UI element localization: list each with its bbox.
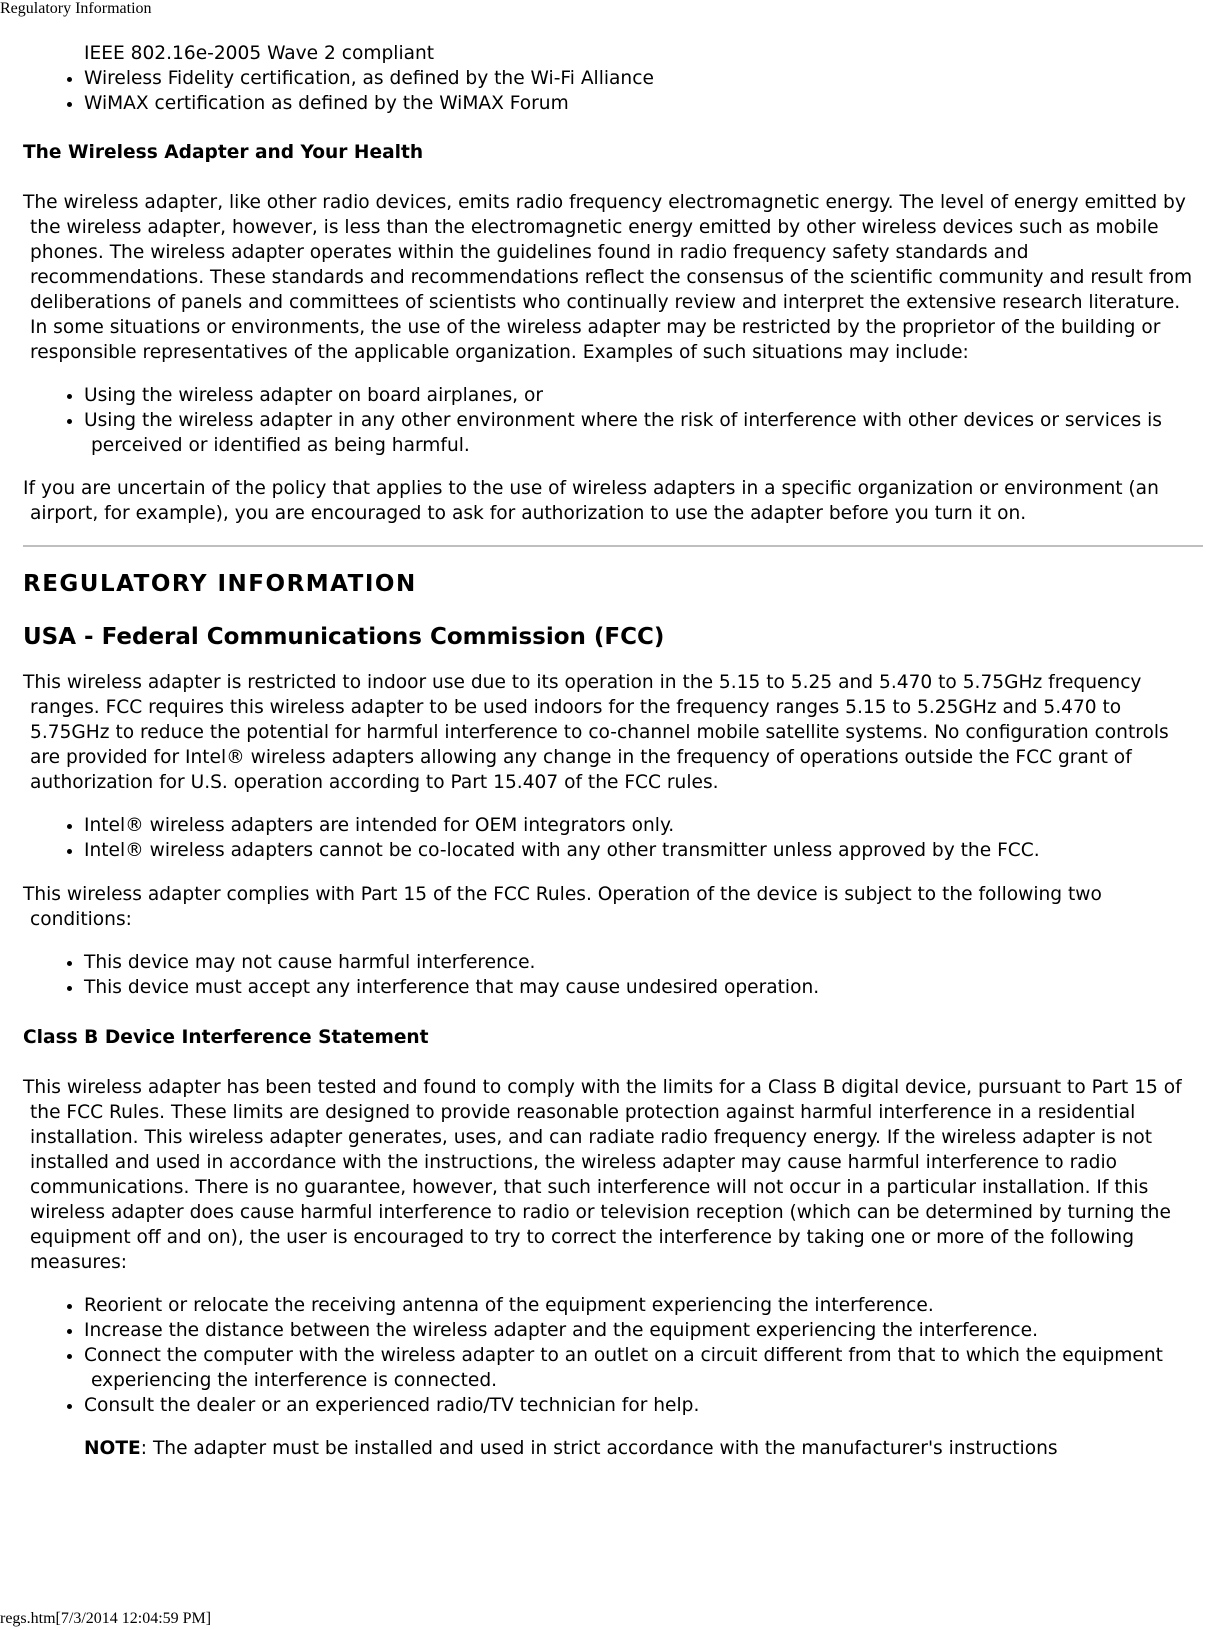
list-item: • Using the wireless adapter in any other environment where the risk of interference with other devices or services is perceived or identified as being harmful. [84,408,1203,458]
list-item: • Consult the dealer or an experienced radio/TV technician for help. [84,1393,1203,1418]
fcc-paragraph: This wireless adapter is restricted to indoor use due to its operation in the 5.15 to 5.25 and 5.470 to 5.75GHz frequency ranges. FCC requires this wireless adapter to be used indoors for the frequency ranges 5.15 to 5.25GHz and 5.470 to 5.75GHz to reduce the potential for harmful interference to co-channel mobile satellite systems. No configuration controls are provided for Intel® wireless adapters allowing any change in the frequency of operations outside the FCC grant of authorization for U.S. operation according to Part 15.407 of the FCC rules. [23,672,1169,793]
classb-heading: Class B Device Interference Statement [23,1027,429,1048]
list-item: • WiMAX certification as defined by the WiMAX Forum [84,91,1203,116]
list-item: • This device may not cause harmful interference. [84,950,1203,975]
measures-list [23,1293,1203,1418]
list-item: • Intel® wireless adapters are intended for OEM integrators only. [84,813,1203,838]
health-heading: The Wireless Adapter and Your Health [23,142,424,163]
list-continuation: IEEE 802.16e-2005 Wave 2 compliant [84,43,435,64]
fcc-part15-paragraph: This wireless adapter complies with Part 15 of the FCC Rules. Operation of the device is subject to the following two conditions: [23,884,1102,930]
classb-paragraph: This wireless adapter has been tested and found to comply with the limits for a Class B digital device, pursuant to Part 15 of the FCC Rules. These limits are designed to provide reasonable protection against harmful interference in a residential installation. This wireless adapter generates, uses, and can radiate radio frequency energy. If the wireless adapter is not installed and used in accordance with the instructions, the wireless adapter may cause harmful interference to radio communications. There is no guarantee, however, that such interference will not occur in a particular installation. If this wireless adapter does cause harmful interference to radio or television reception (which can be determined by turning the equipment off and on), the user is encouraged to try to correct the interference by taking one or more of the following measures: [23,1077,1182,1273]
print-header: Regulatory Information [0,0,152,17]
regulatory-heading: REGULATORY INFORMATION [23,571,417,597]
list-item: • Using the wireless adapter on board airplanes, or [84,383,1203,408]
note [23,1436,1203,1461]
document-body [23,41,1203,1461]
list-item: • Intel® wireless adapters cannot be co-located with any other transmitter unless approved by the FCC. [84,838,1203,863]
fcc-heading: USA - Federal Communications Commission (FCC) [23,624,665,650]
list-item: • Increase the distance between the wireless adapter and the equipment experiencing the interference. [84,1318,1203,1343]
conditions-list [23,950,1203,1000]
list-item: • Wireless Fidelity certification, as defined by the Wi-Fi Alliance [84,66,1203,91]
list-item: • Reorient or relocate the receiving antenna of the equipment experiencing the interference. [84,1293,1203,1318]
health-list [23,383,1203,458]
note-text: : The adapter must be installed and used in strict accordance with the manufacturer's instructions [140,1438,1058,1459]
print-footer: regs.htm[7/3/2014 12:04:59 PM] [0,1610,212,1627]
health-paragraph-2: If you are uncertain of the policy that applies to the use of wireless adapters in a specific organization or environment (an airport, for example), you are encouraged to ask for authorization to use the adapter before you turn it on. [23,478,1159,524]
note-label: NOTE [84,1438,141,1459]
fcc-list [23,813,1203,863]
certification-list [23,66,1203,116]
health-paragraph: The wireless adapter, like other radio devices, emits radio frequency electromagnetic energy. The level of energy emitted by the wireless adapter, however, is less than the electromagnetic energy emitted by other wireless devices such as mobile phones. The wireless adapter operates within the guidelines found in radio frequency safety standards and recommendations. These standards and recommendations reflect the consensus of the scientific community and result from deliberations of panels and committees of scientists who continually review and interpret the extensive research literature. In some situations or environments, the use of the wireless adapter may be restricted by the proprietor of the building or responsible representatives of the applicable organization. Examples of such situations may include: [23,192,1193,363]
list-item: • Connect the computer with the wireless adapter to an outlet on a circuit different from that to which the equipment experiencing the interference is connected. [84,1343,1203,1393]
list-item: • This device must accept any interference that may cause undesired operation. [84,975,1203,1000]
